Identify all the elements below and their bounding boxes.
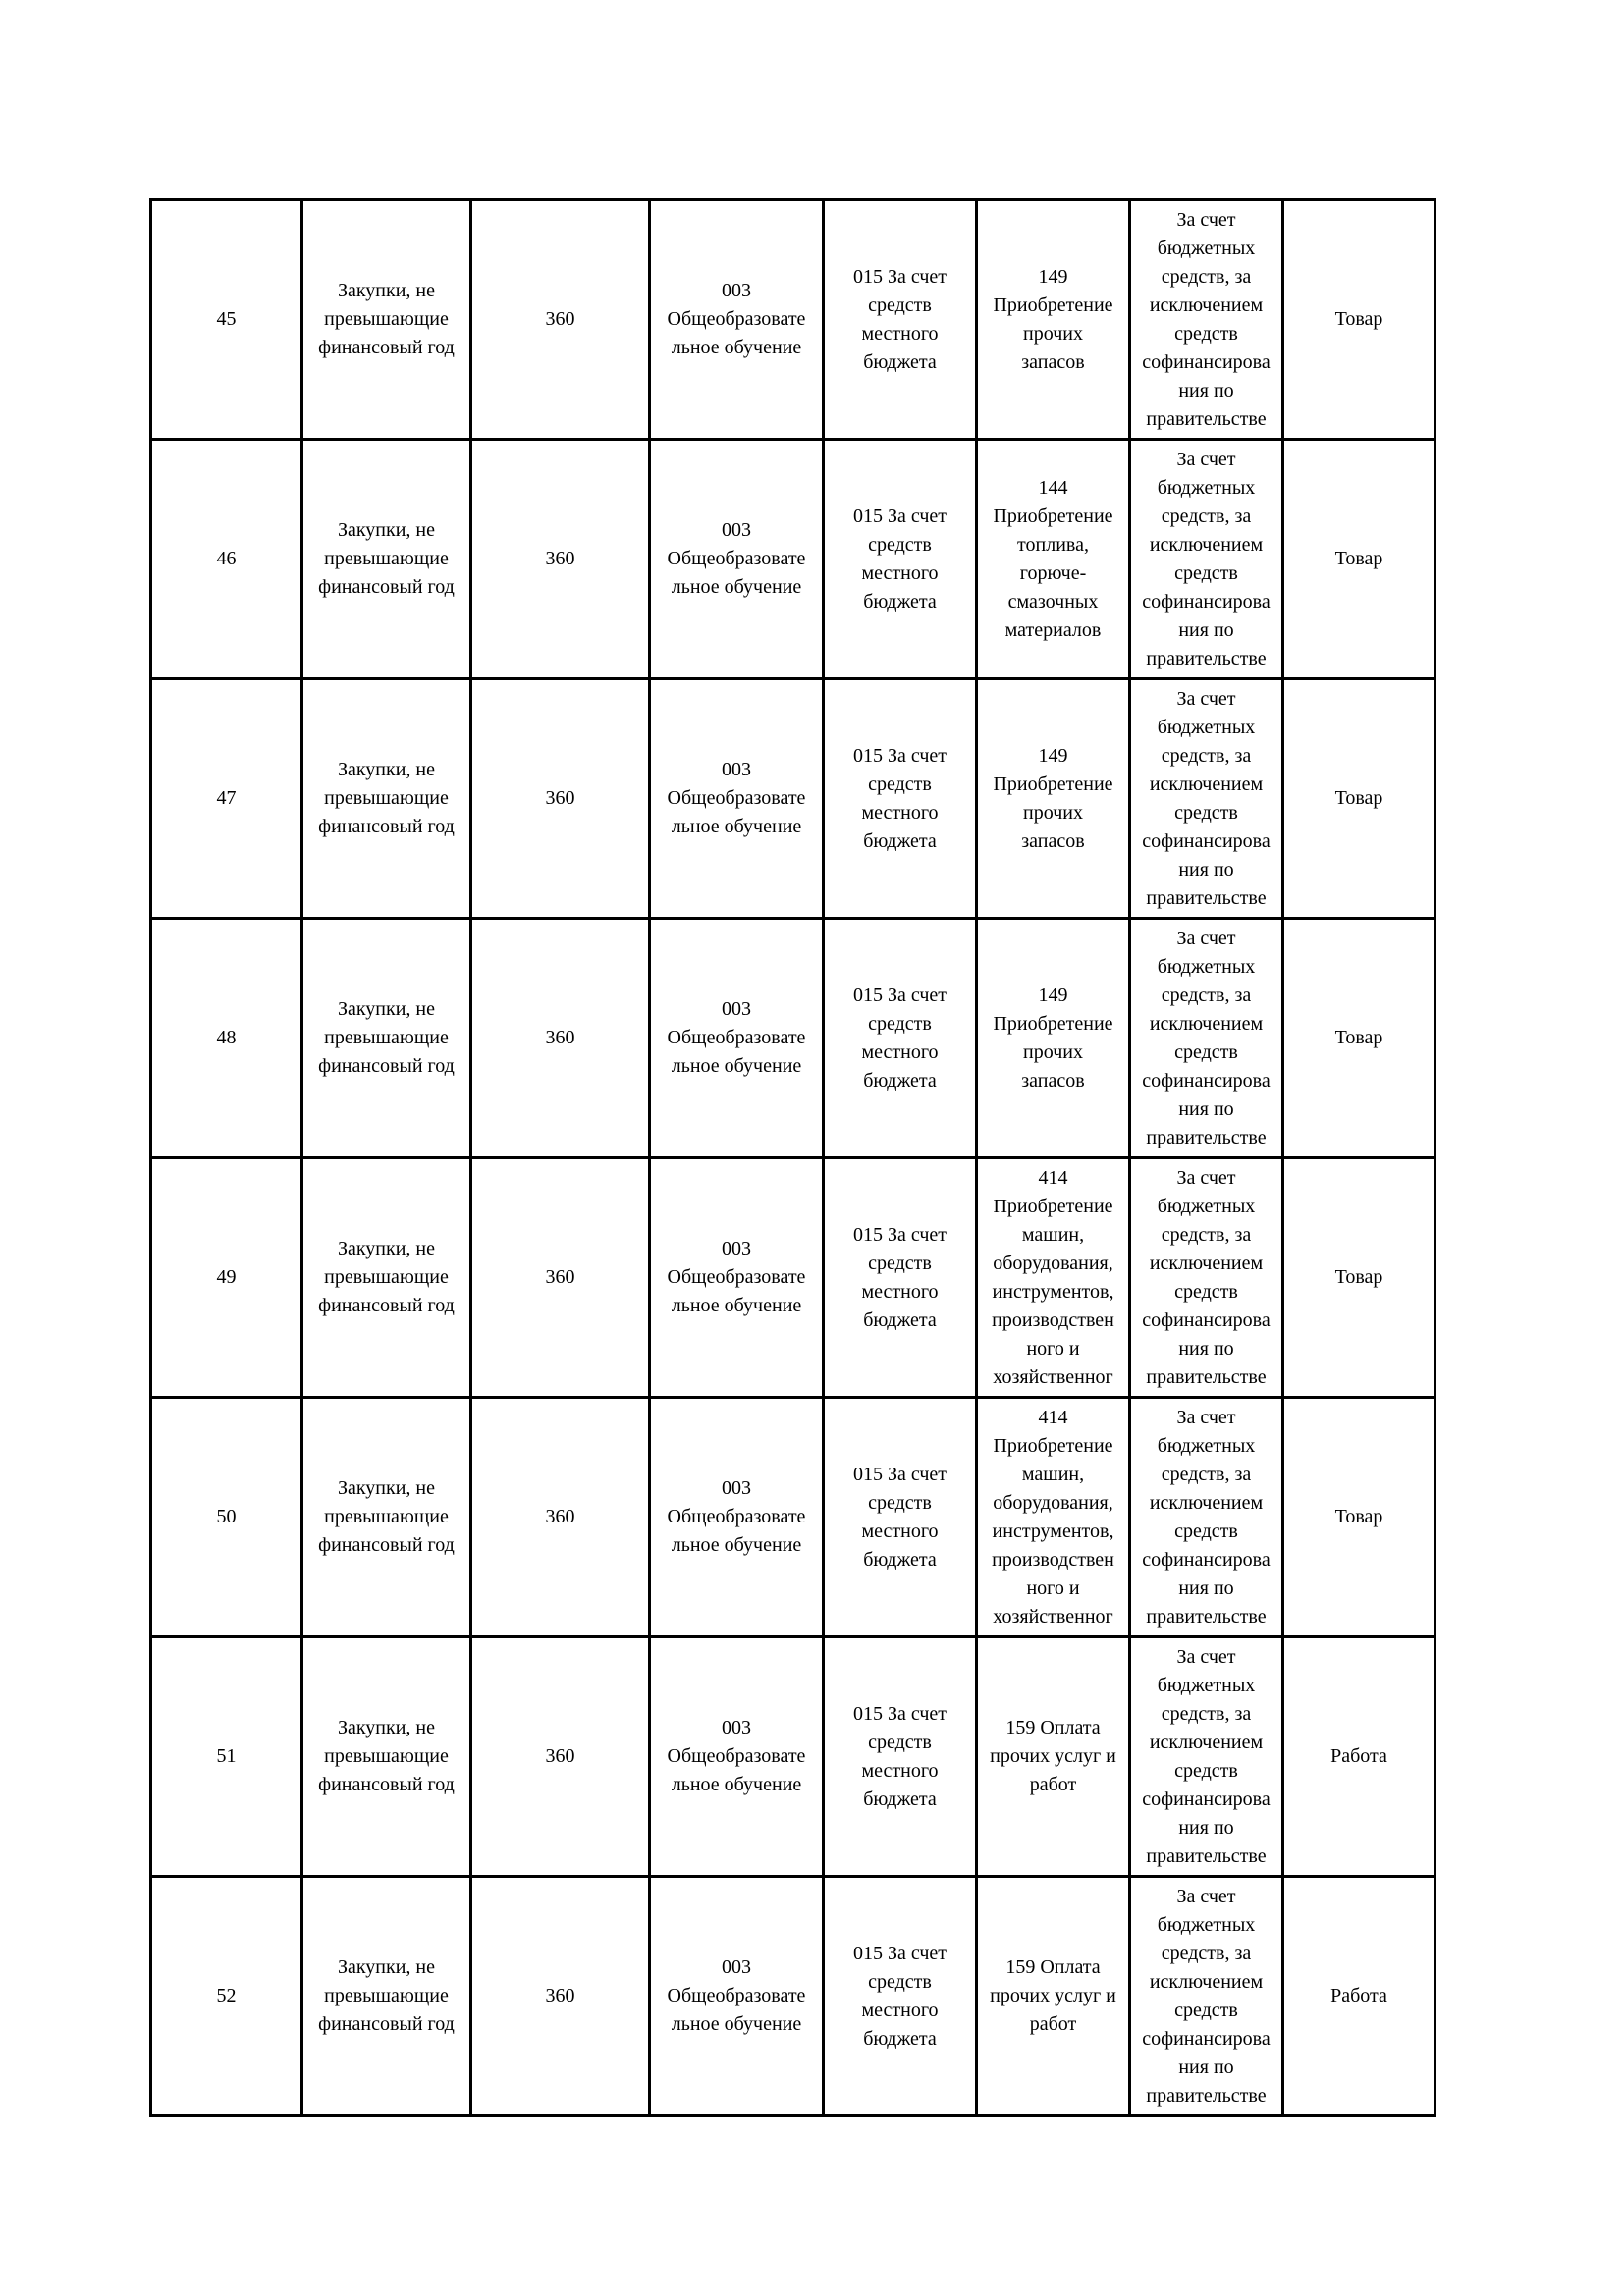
- funding-source: 015 За счет средств местного бюджета: [824, 919, 977, 1158]
- funding-type: За счет бюджетных средств, за исключением средств софинансирова ния по правительстве: [1130, 1158, 1283, 1398]
- funding-source: 015 За счет средств местного бюджета: [824, 440, 977, 679]
- funding-type: За счет бюджетных средств, за исключением средств софинансирова ния по правительстве: [1130, 1398, 1283, 1637]
- procurement-type: Товар: [1283, 440, 1435, 679]
- funding-source: 015 За счет средств местного бюджета: [824, 1637, 977, 1877]
- table-row: [151, 1398, 1435, 1637]
- procurement-type: Работа: [1283, 1877, 1435, 2116]
- expense-specificity: 149 Приобретение прочих запасов: [977, 200, 1130, 440]
- table-row: [151, 1158, 1435, 1398]
- budget-program: 003 Общеобразовате льное обучение: [650, 679, 824, 919]
- expense-specificity: 414 Приобретение машин, оборудования, инструментов, производствен ного и хозяйственног: [977, 1398, 1130, 1637]
- procurement-type: Работа: [1283, 1637, 1435, 1877]
- procurement-type: Товар: [1283, 919, 1435, 1158]
- row-number: 46: [151, 440, 302, 679]
- funding-type: За счет бюджетных средств, за исключением средств софинансирова ния по правительстве: [1130, 440, 1283, 679]
- procurement-type: Товар: [1283, 679, 1435, 919]
- procurement-type: Товар: [1283, 200, 1435, 440]
- budget-program: 003 Общеобразовате льное обучение: [650, 1158, 824, 1398]
- procurement-name: Закупки, не превышающие финансовый год: [302, 1877, 471, 2116]
- budget-program: 003 Общеобразовате льное обучение: [650, 200, 824, 440]
- expense-specificity: 414 Приобретение машин, оборудования, инструментов, производствен ного и хозяйственног: [977, 1158, 1130, 1398]
- funding-source: 015 За счет средств местного бюджета: [824, 200, 977, 440]
- table-row: [151, 679, 1435, 919]
- expense-specificity: 159 Оплата прочих услуг и работ: [977, 1637, 1130, 1877]
- row-number: 49: [151, 1158, 302, 1398]
- procurement-name: Закупки, не превышающие финансовый год: [302, 679, 471, 919]
- admin-code: 360: [471, 919, 650, 1158]
- admin-code: 360: [471, 1637, 650, 1877]
- budget-program: 003 Общеобразовате льное обучение: [650, 440, 824, 679]
- table-row: [151, 200, 1435, 440]
- row-number: 47: [151, 679, 302, 919]
- funding-type: За счет бюджетных средств, за исключением средств софинансирова ния по правительстве: [1130, 679, 1283, 919]
- funding-source: 015 За счет средств местного бюджета: [824, 1158, 977, 1398]
- row-number: 51: [151, 1637, 302, 1877]
- table-row: [151, 1637, 1435, 1877]
- expense-specificity: 149 Приобретение прочих запасов: [977, 679, 1130, 919]
- admin-code: 360: [471, 1158, 650, 1398]
- admin-code: 360: [471, 1877, 650, 2116]
- expense-specificity: 159 Оплата прочих услуг и работ: [977, 1877, 1130, 2116]
- funding-source: 015 За счет средств местного бюджета: [824, 1877, 977, 2116]
- funding-type: За счет бюджетных средств, за исключением средств софинансирова ния по правительстве: [1130, 200, 1283, 440]
- procurement-name: Закупки, не превышающие финансовый год: [302, 200, 471, 440]
- admin-code: 360: [471, 440, 650, 679]
- procurement-type: Товар: [1283, 1158, 1435, 1398]
- procurement-name: Закупки, не превышающие финансовый год: [302, 1158, 471, 1398]
- procurement-name: Закупки, не превышающие финансовый год: [302, 1398, 471, 1637]
- procurement-name: Закупки, не превышающие финансовый год: [302, 440, 471, 679]
- budget-program: 003 Общеобразовате льное обучение: [650, 1398, 824, 1637]
- table-row: [151, 919, 1435, 1158]
- funding-source: 015 За счет средств местного бюджета: [824, 1398, 977, 1637]
- table-row: [151, 1877, 1435, 2116]
- funding-type: За счет бюджетных средств, за исключением средств софинансирова ния по правительстве: [1130, 1877, 1283, 2116]
- expense-specificity: 144 Приобретение топлива, горюче- смазочных материалов: [977, 440, 1130, 679]
- expense-specificity: 149 Приобретение прочих запасов: [977, 919, 1130, 1158]
- row-number: 50: [151, 1398, 302, 1637]
- procurement-table: [149, 198, 1436, 2117]
- funding-type: За счет бюджетных средств, за исключением средств софинансирова ния по правительстве: [1130, 919, 1283, 1158]
- procurement-name: Закупки, не превышающие финансовый год: [302, 919, 471, 1158]
- row-number: 48: [151, 919, 302, 1158]
- admin-code: 360: [471, 679, 650, 919]
- procurement-name: Закупки, не превышающие финансовый год: [302, 1637, 471, 1877]
- funding-source: 015 За счет средств местного бюджета: [824, 679, 977, 919]
- admin-code: 360: [471, 200, 650, 440]
- table-row: [151, 440, 1435, 679]
- budget-program: 003 Общеобразовате льное обучение: [650, 1877, 824, 2116]
- funding-type: За счет бюджетных средств, за исключением средств софинансирова ния по правительстве: [1130, 1637, 1283, 1877]
- budget-program: 003 Общеобразовате льное обучение: [650, 1637, 824, 1877]
- budget-program: 003 Общеобразовате льное обучение: [650, 919, 824, 1158]
- admin-code: 360: [471, 1398, 650, 1637]
- procurement-type: Товар: [1283, 1398, 1435, 1637]
- row-number: 45: [151, 200, 302, 440]
- row-number: 52: [151, 1877, 302, 2116]
